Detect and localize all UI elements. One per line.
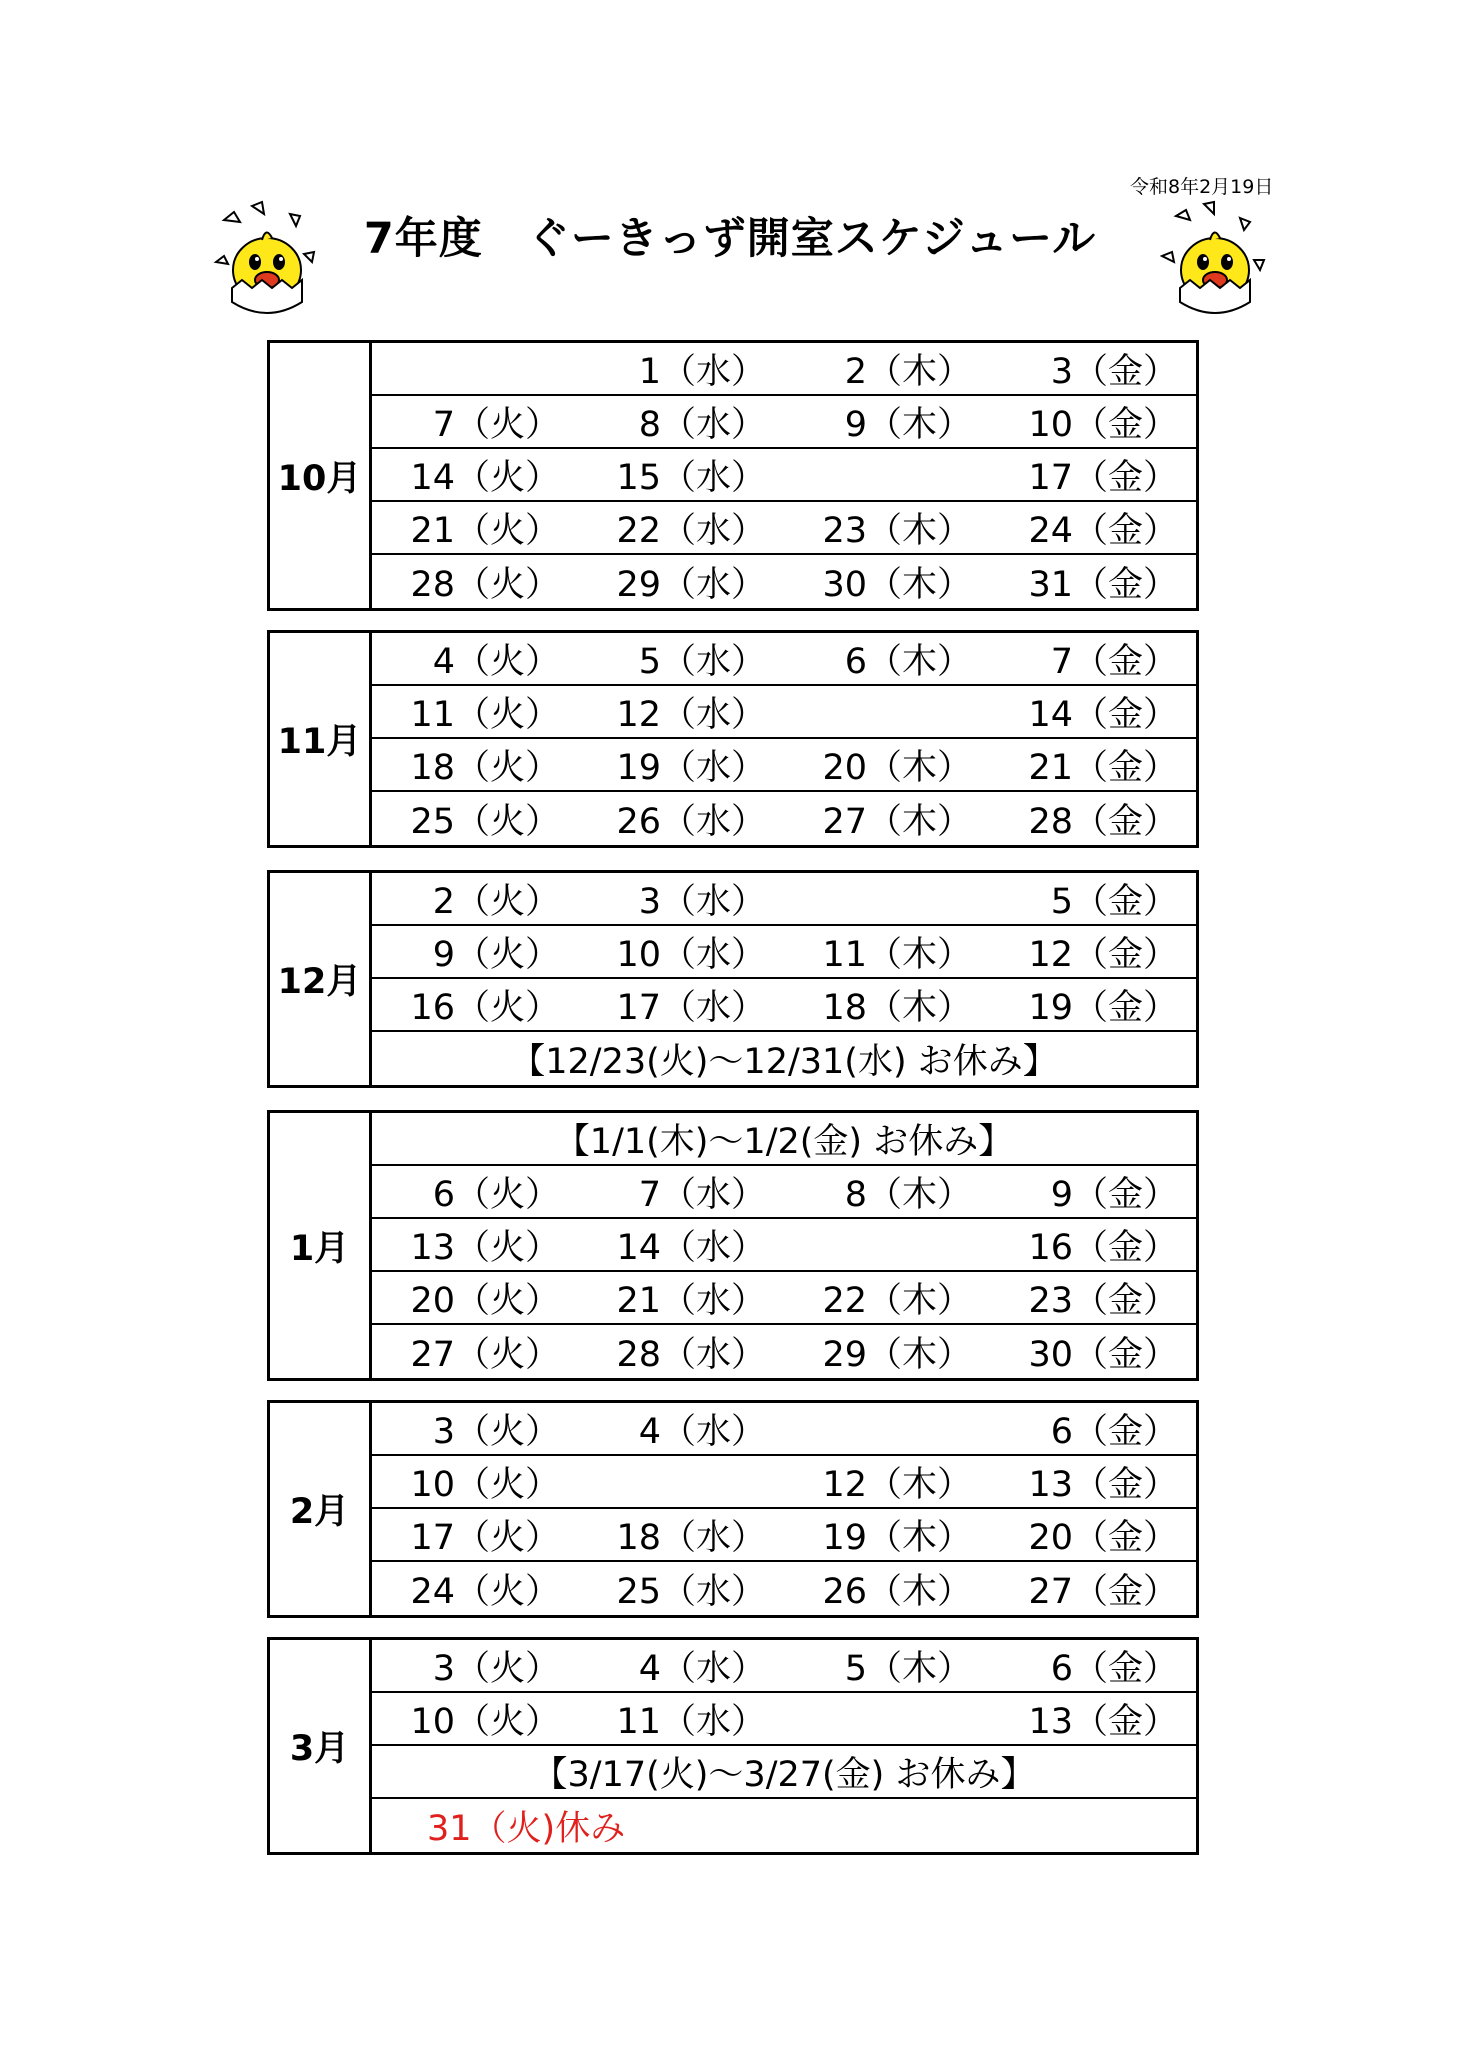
day-cell: 9（火） (432, 934, 560, 975)
day-cell: 7（水） (638, 1174, 766, 1215)
month-label: 11月 (270, 633, 372, 845)
day-cell: 5（木） (844, 1648, 972, 1689)
day-cell: 9（金） (1050, 1174, 1178, 1215)
month-label: 10月 (270, 343, 372, 608)
day-cell: 20（火） (410, 1280, 560, 1321)
day-cell: 24（金） (1028, 510, 1178, 551)
schedule-row (372, 1693, 1196, 1746)
day-cell: 25（水） (616, 1571, 766, 1612)
day-cell: 20（金） (1028, 1517, 1178, 1558)
month-rows (372, 873, 1196, 1085)
schedule-row (372, 555, 1196, 608)
day-cell: 11（火） (410, 694, 560, 735)
month-rows (372, 1640, 1196, 1852)
schedule-row (372, 1325, 1196, 1378)
day-cell: 11（水） (616, 1701, 766, 1742)
day-cell: 8（水） (638, 404, 766, 445)
holiday-note-row (372, 1113, 1196, 1166)
month-block (267, 1400, 1199, 1618)
day-cell: 10（水） (616, 934, 766, 975)
day-cell: 18（水） (616, 1517, 766, 1558)
day-cell: 6（金） (1050, 1411, 1178, 1452)
closed-day-note: 31（火)休み (427, 1808, 626, 1849)
day-cell: 19（水） (616, 747, 766, 788)
day-cell: 6（木） (844, 641, 972, 682)
day-cell: 30（木） (822, 564, 972, 605)
day-cell: 17（水） (616, 987, 766, 1028)
month-block (267, 1637, 1199, 1855)
schedule-row (372, 1509, 1196, 1562)
day-cell: 7（金） (1050, 641, 1178, 682)
holiday-note-row (372, 1032, 1196, 1085)
schedule-row (372, 1562, 1196, 1615)
day-cell: 13（火） (410, 1227, 560, 1268)
page-title: 7年度 ぐーきっず開室スケジュール (363, 214, 1097, 264)
day-cell: 12（金） (1028, 934, 1178, 975)
day-cell: 3（金） (1050, 351, 1178, 392)
day-cell: 5（金） (1050, 881, 1178, 922)
day-cell: 26（木） (822, 1571, 972, 1612)
day-cell: 21（水） (616, 1280, 766, 1321)
month-label: 12月 (270, 873, 372, 1085)
day-cell: 26（水） (616, 801, 766, 842)
day-cell: 27（火） (410, 1334, 560, 1375)
schedule-row (372, 1166, 1196, 1219)
schedule-row (372, 449, 1196, 502)
day-cell: 23（木） (822, 510, 972, 551)
schedule-row (372, 1456, 1196, 1509)
closed-day-row (372, 1799, 1196, 1852)
day-cell: 31（金） (1028, 564, 1178, 605)
day-cell: 27（金） (1028, 1571, 1178, 1612)
day-cell: 18（木） (822, 987, 972, 1028)
day-cell: 8（木） (844, 1174, 972, 1215)
day-cell: 14（水） (616, 1227, 766, 1268)
day-cell: 18（火） (410, 747, 560, 788)
month-label: 1月 (270, 1113, 372, 1378)
day-cell: 19（木） (822, 1517, 972, 1558)
day-cell: 20（木） (822, 747, 972, 788)
day-cell: 3（火） (432, 1411, 560, 1452)
day-cell: 28（金） (1028, 801, 1178, 842)
month-block (267, 1110, 1199, 1381)
schedule-row (372, 1272, 1196, 1325)
day-cell: 25（火） (410, 801, 560, 842)
holiday-note: 【1/1(木)～1/2(金) お休み】 (554, 1121, 1014, 1162)
day-cell: 4（水） (638, 1411, 766, 1452)
schedule-row (372, 343, 1196, 396)
day-cell: 7（火） (432, 404, 560, 445)
issue-date: 令和8年2月19日 (1130, 176, 1274, 198)
day-cell: 3（火） (432, 1648, 560, 1689)
day-cell: 13（金） (1028, 1701, 1178, 1742)
day-cell: 17（火） (410, 1517, 560, 1558)
day-cell: 9（木） (844, 404, 972, 445)
day-cell: 27（木） (822, 801, 972, 842)
day-cell: 21（金） (1028, 747, 1178, 788)
day-cell: 3（水） (638, 881, 766, 922)
day-cell: 24（火） (410, 1571, 560, 1612)
schedule-row (372, 926, 1196, 979)
month-block (267, 630, 1199, 848)
month-label: 3月 (270, 1640, 372, 1852)
month-rows (372, 1113, 1196, 1378)
day-cell: 21（火） (410, 510, 560, 551)
month-block (267, 870, 1199, 1088)
day-cell: 30（金） (1028, 1334, 1178, 1375)
day-cell: 23（金） (1028, 1280, 1178, 1321)
month-rows (372, 633, 1196, 845)
month-label: 2月 (270, 1403, 372, 1615)
day-cell: 12（木） (822, 1464, 972, 1505)
day-cell: 10（火） (410, 1701, 560, 1742)
day-cell: 28（火） (410, 564, 560, 605)
holiday-note-row (372, 1746, 1196, 1799)
schedule-row (372, 739, 1196, 792)
day-cell: 2（火） (432, 881, 560, 922)
schedule-row (372, 686, 1196, 739)
day-cell: 10（金） (1028, 404, 1178, 445)
day-cell: 29（木） (822, 1334, 972, 1375)
day-cell: 16（火） (410, 987, 560, 1028)
day-cell: 16（金） (1028, 1227, 1178, 1268)
holiday-note: 【12/23(火)～12/31(水) お休み】 (510, 1041, 1058, 1082)
day-cell: 22（木） (822, 1280, 972, 1321)
day-cell: 14（火） (410, 457, 560, 498)
day-cell: 19（金） (1028, 987, 1178, 1028)
day-cell: 12（水） (616, 694, 766, 735)
day-cell: 14（金） (1028, 694, 1178, 735)
day-cell: 2（木） (844, 351, 972, 392)
schedule-row (372, 979, 1196, 1032)
day-cell: 4（火） (432, 641, 560, 682)
day-cell: 6（火） (432, 1174, 560, 1215)
day-cell: 28（水） (616, 1334, 766, 1375)
schedule-row (372, 792, 1196, 845)
day-cell: 11（木） (822, 934, 972, 975)
holiday-note: 【3/17(火)～3/27(金) お休み】 (532, 1754, 1036, 1795)
month-block (267, 340, 1199, 611)
chick-mascot-icon (1160, 200, 1270, 330)
day-cell: 10（火） (410, 1464, 560, 1505)
day-cell: 6（金） (1050, 1648, 1178, 1689)
schedule-row (372, 1403, 1196, 1456)
day-cell: 17（金） (1028, 457, 1178, 498)
day-cell: 15（水） (616, 457, 766, 498)
schedule-row (372, 1219, 1196, 1272)
month-rows (372, 343, 1196, 608)
chick-mascot-icon (212, 200, 322, 330)
day-cell: 13（金） (1028, 1464, 1178, 1505)
day-cell: 5（水） (638, 641, 766, 682)
schedule-row (372, 633, 1196, 686)
day-cell: 22（水） (616, 510, 766, 551)
month-rows (372, 1403, 1196, 1615)
day-cell: 1（水） (638, 351, 766, 392)
schedule-row (372, 502, 1196, 555)
schedule-row (372, 396, 1196, 449)
schedule-row (372, 873, 1196, 926)
day-cell: 29（水） (616, 564, 766, 605)
day-cell: 4（水） (638, 1648, 766, 1689)
schedule-row (372, 1640, 1196, 1693)
